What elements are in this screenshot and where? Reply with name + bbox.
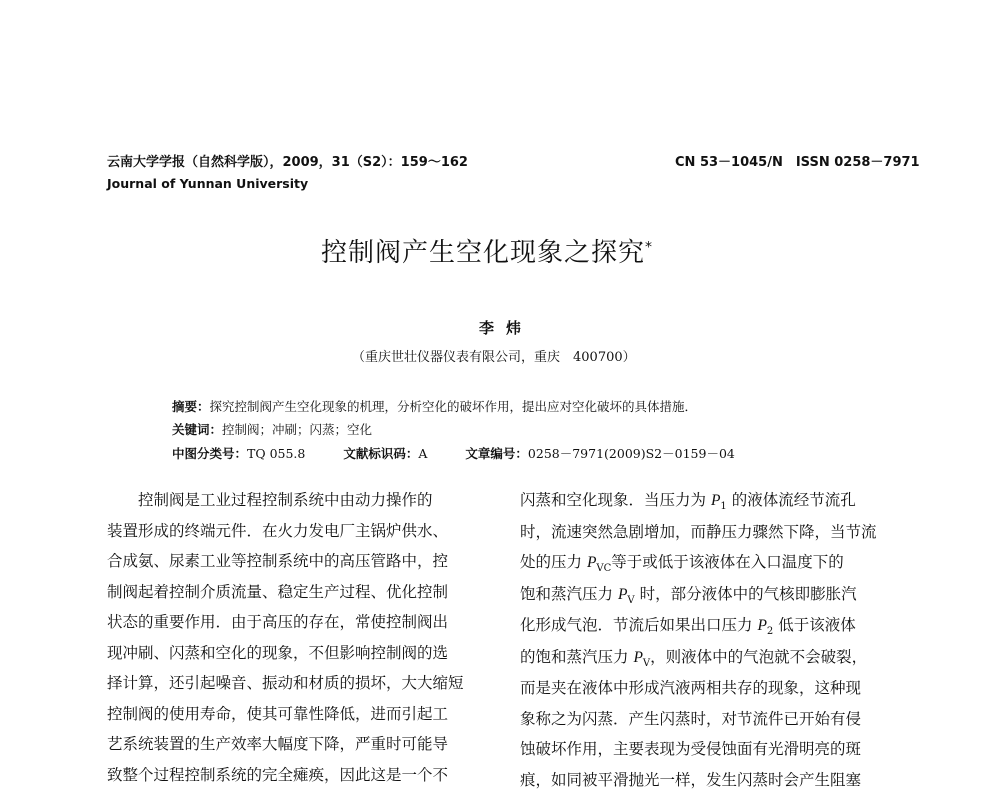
keywords-text: 控制阀；冲刷；闪蒸；空化 bbox=[222, 422, 372, 437]
journal-english-name: Journal of Yunnan University bbox=[107, 176, 308, 191]
author-affiliation: （重庆世壮仪器仪表有限公司，重庆 400700） bbox=[352, 346, 636, 365]
body-line: 艺系统装置的生产效率大幅度下降，严重时可能导 bbox=[107, 729, 464, 760]
body-line: 饱和蒸汽压力 $P_V$ 时，部分液体中的气核即膨胀汽 bbox=[520, 579, 877, 611]
title-text: 控制阀产生空化现象之探究 bbox=[321, 238, 645, 268]
body-right-column bbox=[520, 485, 877, 795]
abstract bbox=[172, 397, 697, 415]
body-line: 装置形成的终端元件．在火力发电厂主锅炉供水、 bbox=[107, 516, 464, 547]
body-line: 痕，如同被平滑抛光一样，发生闪蒸时会产生阻塞 bbox=[520, 765, 877, 795]
body-line: 处的压力 $P_{VC}$等于或低于该液体在入口温度下的 bbox=[520, 547, 877, 579]
body-line: 状态的重要作用．由于高压的存在，常使控制阀出 bbox=[107, 607, 464, 638]
body-line: 现冲刷、闪蒸和空化的现象，不但影响控制阀的选 bbox=[107, 638, 464, 669]
keywords-label: 关键词： bbox=[172, 422, 222, 437]
journal-citation: 云南大学学报（自然科学版），2009，31（S2）：159～162 bbox=[107, 151, 468, 170]
title-footnote-mark: * bbox=[645, 239, 653, 255]
article-number-value: 0258－7971(2009)S2－0159－04 bbox=[528, 446, 735, 461]
body-line: 的饱和蒸汽压力 $P_V$，则液体中的气泡就不会破裂， bbox=[520, 642, 877, 674]
abstract-label: 摘要： bbox=[172, 399, 210, 414]
body-line: 时，流速突然急剧增加，而静压力骤然下降，当节流 bbox=[520, 517, 877, 548]
body-line: 象称之为闪蒸．产生闪蒸时，对节流件已开始有侵 bbox=[520, 704, 877, 735]
classification-line bbox=[172, 444, 735, 462]
clc-label: 中图分类号： bbox=[172, 446, 247, 461]
body-line: 控制阀的使用寿命，使其可靠性降低，进而引起工 bbox=[107, 699, 464, 730]
keywords bbox=[172, 420, 372, 438]
doc-code-label: 文献标识码： bbox=[343, 446, 418, 461]
article-number-label: 文章编号： bbox=[465, 446, 528, 461]
abstract-text: 探究控制阀产生空化现象的机理，分析空化的破坏作用，提出应对空化破坏的具体措施． bbox=[210, 399, 698, 414]
body-line: 合成氨、尿素工业等控制系统中的高压管路中，控 bbox=[107, 546, 464, 577]
article-title bbox=[321, 232, 653, 269]
pressure-symbol: P bbox=[757, 617, 766, 634]
pressure-symbol: P bbox=[633, 649, 642, 666]
body-line: 致整个过程控制系统的完全瘫痪，因此这是一个不 bbox=[107, 760, 464, 791]
doc-code-value: A bbox=[418, 446, 427, 461]
body-line: 控制阀是工业过程控制系统中由动力操作的 bbox=[107, 485, 464, 516]
issn-code: CN 53－1045/N ISSN 0258－7971 bbox=[675, 151, 920, 170]
body-line: 蚀破坏作用，主要表现为受侵蚀面有光滑明亮的斑 bbox=[520, 734, 877, 765]
body-left-column bbox=[107, 485, 464, 790]
clc-value: TQ 055.8 bbox=[247, 446, 305, 461]
body-line: 化形成气泡．节流后如果出口压力 $P_2$ 低于该液体 bbox=[520, 610, 877, 642]
pressure-symbol: P bbox=[587, 554, 596, 571]
body-line: 闪蒸和空化现象．当压力为 $P_1$ 的液体流经节流孔 bbox=[520, 485, 877, 517]
author-name: 李炜 bbox=[479, 317, 533, 338]
pressure-symbol: P bbox=[711, 492, 720, 509]
body-line: 制阀起着控制介质流量、稳定生产过程、优化控制 bbox=[107, 577, 464, 608]
pressure-symbol: P bbox=[618, 586, 627, 603]
body-line: 择计算，还引起噪音、振动和材质的损坏，大大缩短 bbox=[107, 668, 464, 699]
body-line: 而是夹在液体中形成汽液两相共存的现象，这种现 bbox=[520, 673, 877, 704]
